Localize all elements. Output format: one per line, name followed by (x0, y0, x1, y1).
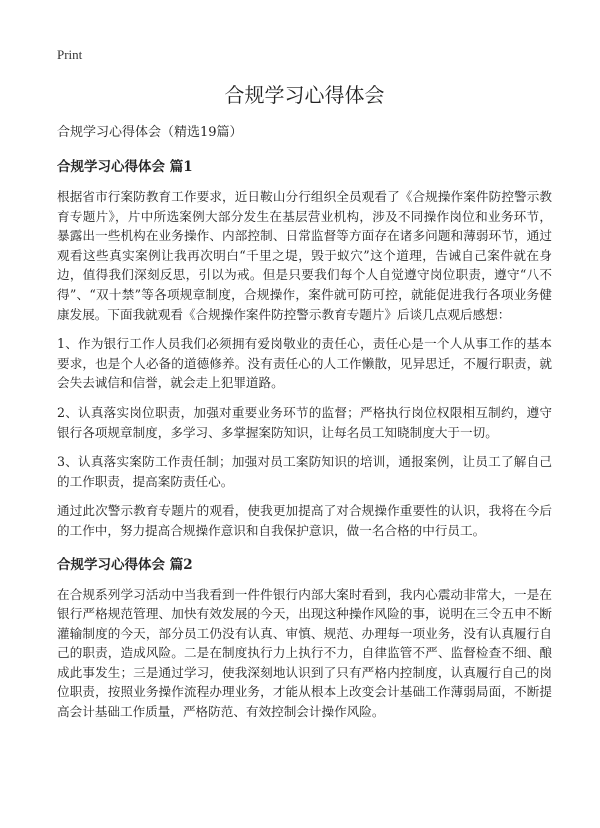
print-link[interactable]: Print (57, 47, 83, 62)
section-2 (57, 555, 552, 722)
paragraph: 2、认真落实岗位职责，加强对重要业务环节的监督；严格执行岗位权限相互制约，遵守银行各项规章制度，多学习、多掌握案防知识，让每名员工知晓制度大于一切。 (57, 404, 552, 440)
paragraph: 在合规系列学习活动中当我看到一件件银行内部大案时看到，我内心震动非常大，一是在银行严格规范管理、加快有效发展的今天，出现这种操作风险的事，说明在三令五申不断灌输制度的今天，部分员工仍没有认真、审慎、规范、办理每一项业务，没有认真履行自己的职责，造成风险。二是在制度执行力上执行不力，自律监管不严、监督检查不细、酿成此事发生；三是通过学习，使我深刻地认识到了只有严格内控制度，认真履行自己的岗位职责，按照业务操作流程办理业务，才能从根本上改变会计基础工作薄弱局面，不断提高会计基础工作质量，严格防范、有效控制会计操作风险。 (57, 586, 552, 720)
section-1 (57, 157, 552, 541)
page-title: 合规学习心得体会 (224, 83, 385, 107)
document-subtitle: 合规学习心得体会（精选19篇） (57, 125, 243, 140)
section-heading: 合规学习心得体会 篇2 (57, 556, 193, 573)
paragraph: 通过此次警示教育专题片的观看，使我更加提高了对合规操作重要性的认识，我将在今后的工作中，努力提高合规操作意识和自我保护意识，做一名合格的中行员工。 (57, 503, 552, 538)
section-heading: 合规学习心得体会 篇1 (57, 159, 193, 175)
paragraph: 1、作为银行工作人员我们必须拥有爱岗敬业的责任心，责任心是一个人从事工作的基本要求，也是个人必备的道德修养。没有责任心的人工作懒散，见异思迁，不履行职责，就会失去诚信和信誉，就会走上犯罪道路。 (57, 336, 552, 391)
paragraph: 根据省市行案防教育工作要求，近日鞍山分行组织全员观看了《合规操作案件防控警示教育专题片》，片中所选案例大部分发生在基层营业机构，涉及不同操作岗位和业务环节，暴露出一些机构在业务操作、内部控制、日常监督等方面存在诸多问题和薄弱环节，通过观看这些真实案例让我再次明白“千里之堤，毁于蚁穴”这个道理，告诫自己案件就在身边，值得我们深刻反思，引以为戒。但是只要我们每个人自觉遵守岗位职责，遵守“八不得”、“双十禁”等各项规章制度，合规操作，案件就可防可控，就能促进我行各项业务健康发展。下面我就观看《合规操作案件防控警示教育专题片》后谈几点观后感想： (57, 189, 552, 322)
paragraph: 3、认真落实案防工作责任制；加强对员工案防知识的培训，通报案例，让员工了解自己的工作职责，提高案防责任心。 (57, 454, 552, 489)
document-page (57, 44, 552, 722)
